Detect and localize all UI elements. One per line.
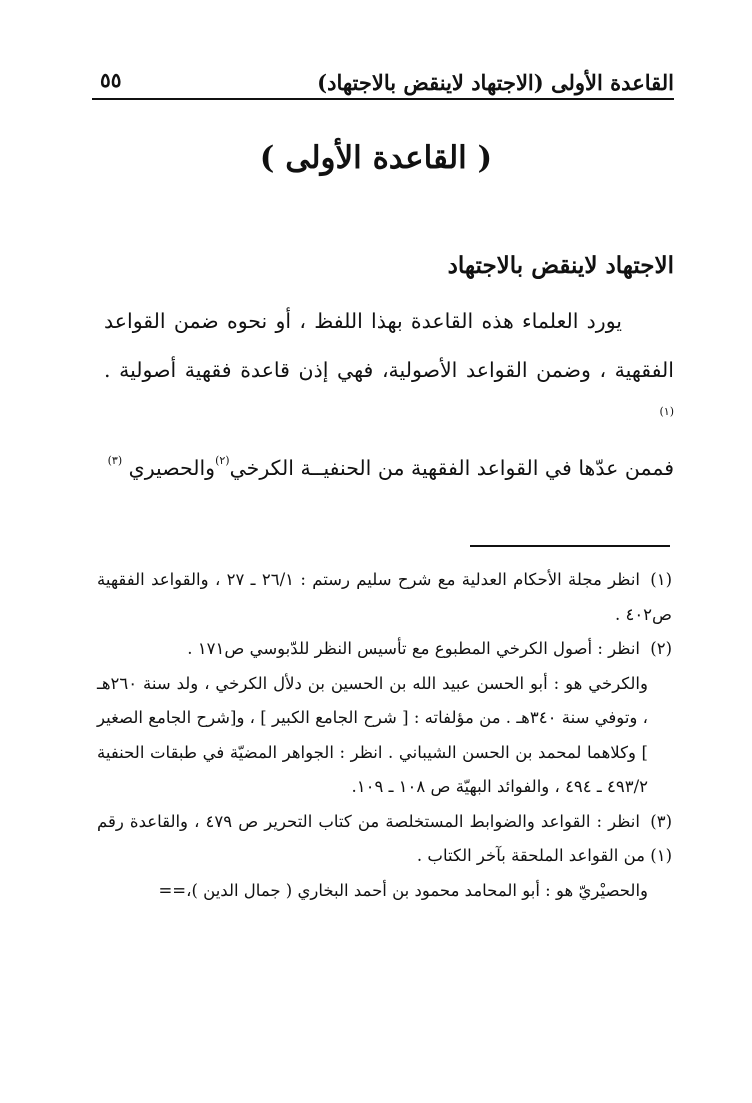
footnote-2-text: انظر : أصول الكرخي المطبوع مع تأسيس النظر للدّبوسي ص١٧١ .: [187, 639, 640, 658]
footnote-2-number: (٢): [650, 639, 672, 658]
footnote-divider: [470, 545, 670, 547]
footnotes: [97, 563, 672, 908]
section-heading: الاجتهاد لاينقض بالاجتهاد: [447, 252, 674, 279]
footnote-ref-1: (١): [659, 405, 674, 418]
rule-heading: ( القاعدة الأولى ): [259, 140, 493, 176]
footnote-2: [97, 632, 672, 667]
footnote-3-number: (٣): [650, 811, 672, 831]
footnote-3: [97, 805, 672, 874]
footnote-3-continuation: والحصيْريّ هو : أبو المحامد محمود بن أحمد البخاري ( جمال الدين )،==: [158, 880, 648, 900]
footnote-1-number: (١): [650, 570, 672, 589]
footnote-3-text: انظر : القواعد والضوابط المستخلصة من كتاب التحرير ص ٤٧٩ ، والقاعدة رقم (١) من القواعد الملحقة بآخر الكتاب .: [97, 811, 672, 865]
paragraph-2-text-a: فممن عدّها في القواعد الفقهية من الحنفيــة الكرخي: [229, 456, 674, 480]
page-number: ٥٥: [100, 68, 122, 92]
paragraph-1: [104, 297, 674, 444]
footnote-ref-3: (٣): [107, 454, 123, 467]
footnote-1-text: انظر مجلة الأحكام العدلية مع شرح سليم رستم : ٢٦/١ ـ ٢٧ ، والقواعد الفقهية ص٤٠٢ .: [97, 570, 672, 624]
paragraph-2-text-b: والحصيري: [128, 456, 216, 480]
paragraph-1-text: يورد العلماء هذه القاعدة بهذا اللفظ ، أو نحوه ضمن القواعد الفقهية ، وضمن القواعد الأصولية، فهي إذن قاعدة فقهية أصولية .: [104, 309, 674, 382]
footnote-1: [97, 563, 672, 632]
footnote-ref-2: (٢): [215, 454, 230, 467]
paragraph-2: [104, 444, 674, 493]
footnote-2-continuation: والكرخي هو : أبو الحسن عبيد الله بن الحسين بن دلأل الكرخي ، ولد سنة ٢٦٠هـ ، وتوفي سنة ٣٤٠هـ . من مؤلفاته : [ شرح الجامع الكبير ] ، و[شرح الجامع الصغير ] وكلاهما لمحمد بن الحسن الشيباني . انظر : الجواهر المضيّة في طبقات الحنفية ٤٩٣/٢ ـ ٤٩٤ ، والفوائد البهيّة ص ١٠٨ ـ ١٠٩.: [97, 673, 648, 796]
running-header: [92, 66, 674, 100]
body-text: [104, 297, 674, 493]
running-title: القاعدة الأولى (الاجتهاد لاينقض بالاجتهاد): [317, 70, 674, 95]
